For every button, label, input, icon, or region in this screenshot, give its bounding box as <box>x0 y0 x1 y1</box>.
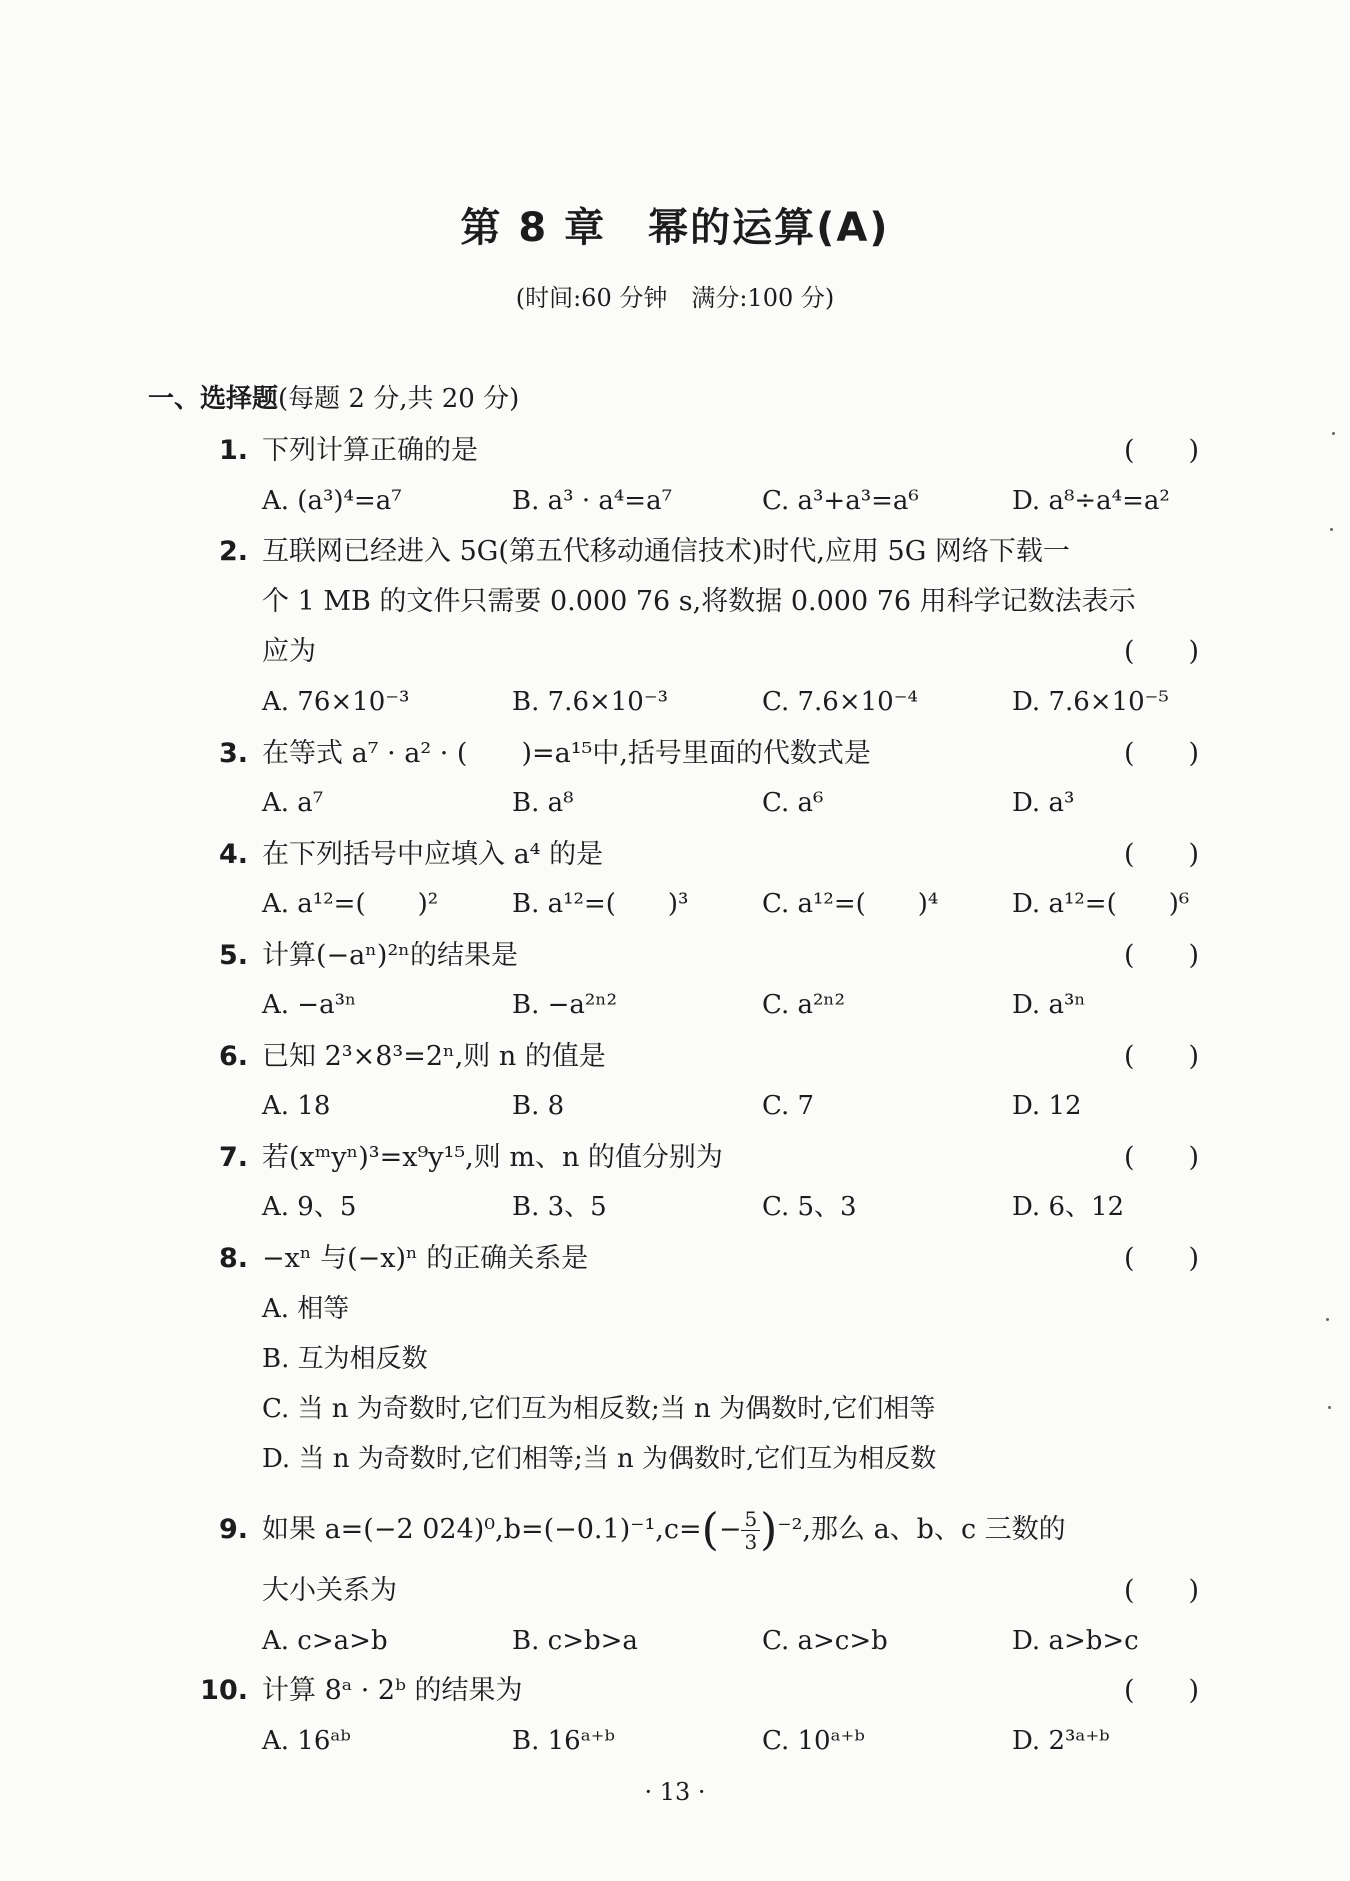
question-9-line-2 <box>262 1572 1212 1610</box>
question-number: 8. <box>218 1243 248 1274</box>
option-d[interactable]: D. 2³ᵃ⁺ᵇ <box>1012 1726 1110 1756</box>
option-b[interactable]: B. a⁸ <box>512 788 574 818</box>
question-2-line-3 <box>262 633 1212 671</box>
question-number: 1. <box>218 435 248 466</box>
answer-blank[interactable]: ( ) <box>1124 839 1200 870</box>
option-d[interactable]: D. 12 <box>1012 1091 1082 1121</box>
answer-blank[interactable]: ( ) <box>1124 435 1200 466</box>
time-score-info: (时间:60 分钟 满分:100 分) <box>515 284 835 312</box>
question-stem: 在下列括号中应填入 a⁴ 的是 <box>262 839 604 870</box>
question-4 <box>218 836 1212 874</box>
option-a[interactable]: A. c>a>b <box>262 1626 388 1656</box>
fraction-denominator: 3 <box>744 1530 758 1554</box>
question-10 <box>200 1672 1212 1710</box>
option-b[interactable]: B. a¹²=( )³ <box>512 889 689 919</box>
option-c[interactable]: C. 7.6×10⁻⁴ <box>762 687 918 717</box>
question-number: 4. <box>218 839 248 870</box>
option-d[interactable]: D. a³ <box>1012 788 1075 818</box>
option-d[interactable]: D. a>b>c <box>1012 1626 1139 1656</box>
question-1 <box>218 432 1212 470</box>
option-b[interactable]: B. 8 <box>512 1091 565 1121</box>
question-stem-line-2: 个 1 MB 的文件只需要 0.000 76 s,将数据 0.000 76 用科学记数法表示 <box>262 586 1136 617</box>
option-c[interactable]: C. 10ᵃ⁺ᵇ <box>762 1726 865 1756</box>
question-3 <box>218 735 1212 773</box>
option-a[interactable]: A. 18 <box>262 1091 331 1121</box>
question-stem: 在等式 a⁷ · a² · ( )=a¹⁵中,括号里面的代数式是 <box>262 738 871 769</box>
option-b[interactable]: B. a³ · a⁴=a⁷ <box>512 486 672 516</box>
option-a[interactable]: A. 9、5 <box>262 1192 357 1222</box>
option-c[interactable]: C. a¹²=( )⁴ <box>762 889 939 919</box>
right-paren: ) <box>760 1504 778 1556</box>
option-b[interactable]: B. 7.6×10⁻³ <box>512 687 668 717</box>
section-note: (每题 2 分,共 20 分) <box>278 384 520 414</box>
fraction <box>741 1508 760 1553</box>
question-8 <box>218 1240 1212 1278</box>
scan-speck <box>1326 1318 1329 1321</box>
question-stem-line-1: 互联网已经进入 5G(第五代移动通信技术)时代,应用 5G 网络下载一 <box>262 536 1070 567</box>
option-a[interactable]: A. 相等 <box>262 1294 350 1324</box>
option-a[interactable]: A. −a³ⁿ <box>262 990 357 1020</box>
option-d[interactable]: D. a³ⁿ <box>1012 990 1086 1020</box>
section-title: 一、选择题 <box>148 384 279 414</box>
question-number: 3. <box>218 738 248 769</box>
option-d[interactable]: D. 7.6×10⁻⁵ <box>1012 687 1169 717</box>
option-b[interactable]: B. 3、5 <box>512 1192 607 1222</box>
scan-speck <box>1328 1406 1331 1409</box>
option-a[interactable]: A. 16ᵃᵇ <box>262 1726 351 1756</box>
scan-speck <box>1330 528 1333 531</box>
question-number: 10. <box>200 1675 248 1706</box>
answer-blank[interactable]: ( ) <box>1124 738 1200 769</box>
question-2 <box>218 533 1212 571</box>
page-title: 第 8 章 幂的运算(A) <box>460 205 890 251</box>
option-c[interactable]: C. 5、3 <box>762 1192 857 1222</box>
question-stem: 下列计算正确的是 <box>262 435 478 466</box>
question-stem: 计算(−aⁿ)²ⁿ的结果是 <box>262 940 518 971</box>
question-stem-part-1: 如果 a=(−2 024)⁰,b=(−0.1)⁻¹,c= <box>262 1514 702 1545</box>
option-d[interactable]: D. a⁸÷a⁴=a² <box>1012 486 1170 516</box>
option-a[interactable]: A. 76×10⁻³ <box>262 687 410 717</box>
option-d[interactable]: D. 当 n 为奇数时,它们相等;当 n 为偶数时,它们互为相反数 <box>262 1444 937 1474</box>
question-5 <box>218 937 1212 975</box>
answer-blank[interactable]: ( ) <box>1124 1041 1200 1072</box>
question-stem-line-3: 应为 <box>262 636 316 667</box>
answer-blank[interactable]: ( ) <box>1124 1142 1200 1173</box>
question-stem: −xⁿ 与(−x)ⁿ 的正确关系是 <box>262 1243 589 1274</box>
answer-blank[interactable]: ( ) <box>1124 636 1200 667</box>
answer-blank[interactable]: ( ) <box>1124 940 1200 971</box>
option-c[interactable]: C. 当 n 为奇数时,它们互为相反数;当 n 为偶数时,它们相等 <box>262 1394 936 1424</box>
section-heading <box>148 378 519 415</box>
option-b[interactable]: B. 互为相反数 <box>262 1344 428 1374</box>
answer-blank[interactable]: ( ) <box>1124 1243 1200 1274</box>
option-b[interactable]: B. c>b>a <box>512 1626 638 1656</box>
option-a[interactable]: A. a⁷ <box>262 788 324 818</box>
answer-blank[interactable]: ( ) <box>1124 1675 1200 1706</box>
option-a[interactable]: A. a¹²=( )² <box>262 889 439 919</box>
question-stem: 计算 8ᵃ · 2ᵇ 的结果为 <box>262 1675 523 1706</box>
question-2-line-2 <box>262 583 1212 621</box>
question-number: 9. <box>218 1514 248 1545</box>
option-d[interactable]: D. 6、12 <box>1012 1192 1125 1222</box>
question-number: 6. <box>218 1041 248 1072</box>
option-c[interactable]: C. a²ⁿ² <box>762 990 846 1020</box>
option-c[interactable]: C. 7 <box>762 1091 815 1121</box>
scan-speck <box>1332 432 1335 435</box>
option-b[interactable]: B. 16ᵃ⁺ᵇ <box>512 1726 615 1756</box>
fraction-numerator: 5 <box>741 1508 760 1531</box>
question-stem: 若(xᵐyⁿ)³=x⁹y¹⁵,则 m、n 的值分别为 <box>262 1142 723 1173</box>
question-stem: 已知 2³×8³=2ⁿ,则 n 的值是 <box>262 1041 606 1072</box>
question-stem-part-2: ⁻²,那么 a、b、c 三数的 <box>777 1514 1066 1545</box>
question-number: 7. <box>218 1142 248 1173</box>
option-a[interactable]: A. (a³)⁴=a⁷ <box>262 486 402 516</box>
option-c[interactable]: C. a³+a³=a⁶ <box>762 486 919 516</box>
option-c[interactable]: C. a⁶ <box>762 788 824 818</box>
question-stem-line-2: 大小关系为 <box>262 1575 397 1606</box>
left-paren: ( <box>701 1504 719 1556</box>
answer-blank[interactable]: ( ) <box>1124 1575 1200 1606</box>
question-number: 5. <box>218 940 248 971</box>
question-7 <box>218 1139 1212 1177</box>
option-c[interactable]: C. a>c>b <box>762 1626 888 1656</box>
question-9: 9. 如果 a=(−2 024)⁰,b=(−0.1)⁻¹,c=(− $\frac{5}{3}$ )⁻²,那么 a、b、c 三数的 <box>262 1502 1212 1558</box>
question-number: 2. <box>218 536 248 567</box>
question-6 <box>218 1038 1212 1076</box>
option-b[interactable]: B. −a²ⁿ² <box>512 990 618 1020</box>
option-d[interactable]: D. a¹²=( )⁶ <box>1012 889 1190 919</box>
page-number: · 13 · <box>644 1778 706 1806</box>
